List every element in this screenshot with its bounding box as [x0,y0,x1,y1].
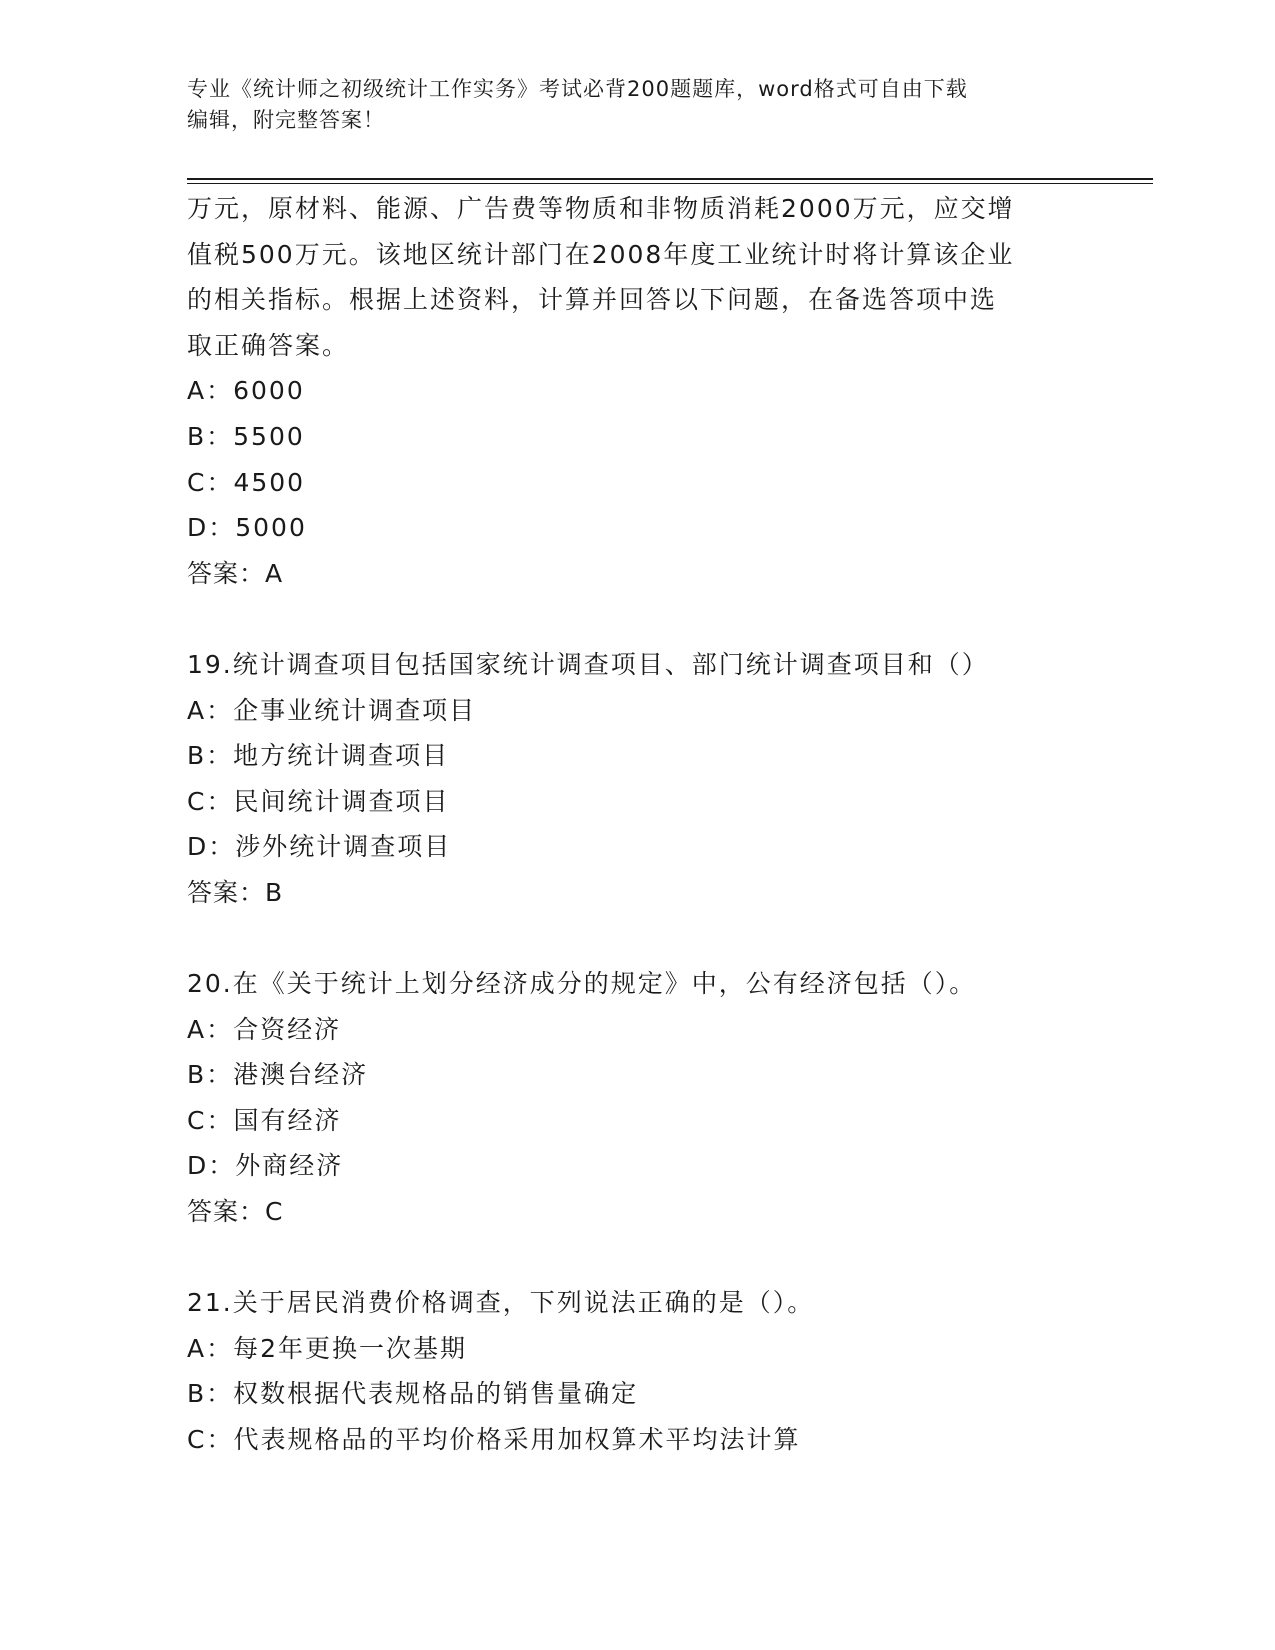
question-18-continued [187,186,1087,596]
answer-line: 答案：B [187,877,284,907]
question-text: 21.关于居民消费价格调查，下列说法正确的是（）。 [187,1288,815,1318]
question-spacer [187,596,1087,642]
document-header [187,74,1087,136]
header-divider-thin [187,183,1153,184]
option-c: C：国有经济 [187,1105,342,1135]
option-a: A：合资经济 [187,1014,342,1044]
answer-line: 答案：A [187,558,284,588]
option-d: D：外商经济 [187,1151,344,1181]
question-21 [187,1280,1087,1462]
option-a: A：每2年更换一次基期 [187,1333,468,1363]
header-divider-thick [187,178,1153,180]
question-text-line: 的相关指标。根据上述资料，计算并回答以下问题，在备选答项中选 [187,285,998,315]
option-b: B：权数根据代表规格品的销售量确定 [187,1379,639,1409]
question-19 [187,642,1087,916]
question-20 [187,961,1087,1235]
document-body [187,186,1087,1463]
option-c: C：代表规格品的平均价格采用加权算术平均法计算 [187,1425,801,1455]
question-text-line: 值税500万元。该地区统计部门在2008年度工业统计时将计算该企业 [187,239,1015,269]
question-text: 19.统计调查项目包括国家统计调查项目、部门统计调查项目和（） [187,649,989,679]
option-c: C：4500 [187,467,306,497]
option-a: A：6000 [187,376,305,406]
question-text-line: 万元，原材料、能源、广告费等物质和非物质消耗2000万元，应交增 [187,194,1015,223]
question-text: 20.在《关于统计上划分经济成分的规定》中，公有经济包括（）。 [187,969,977,999]
option-b: B：港澳台经济 [187,1060,369,1090]
option-b: B：地方统计调查项目 [187,741,450,771]
header-title-line-2: 编辑，附完整答案！ [187,108,385,132]
option-b: B：5500 [187,421,305,451]
header-title-line-1: 专业《统计师之初级统计工作实务》考试必背200题题库，word格式可自由下载 [187,77,968,101]
question-spacer [187,1235,1087,1281]
answer-line: 答案：C [187,1197,284,1227]
option-d: D：5000 [187,513,307,543]
option-d: D：涉外统计调查项目 [187,832,452,862]
option-c: C：民间统计调查项目 [187,786,450,816]
question-spacer [187,916,1087,962]
question-text-line: 取正确答案。 [187,330,350,360]
option-a: A：企事业统计调查项目 [187,695,477,725]
